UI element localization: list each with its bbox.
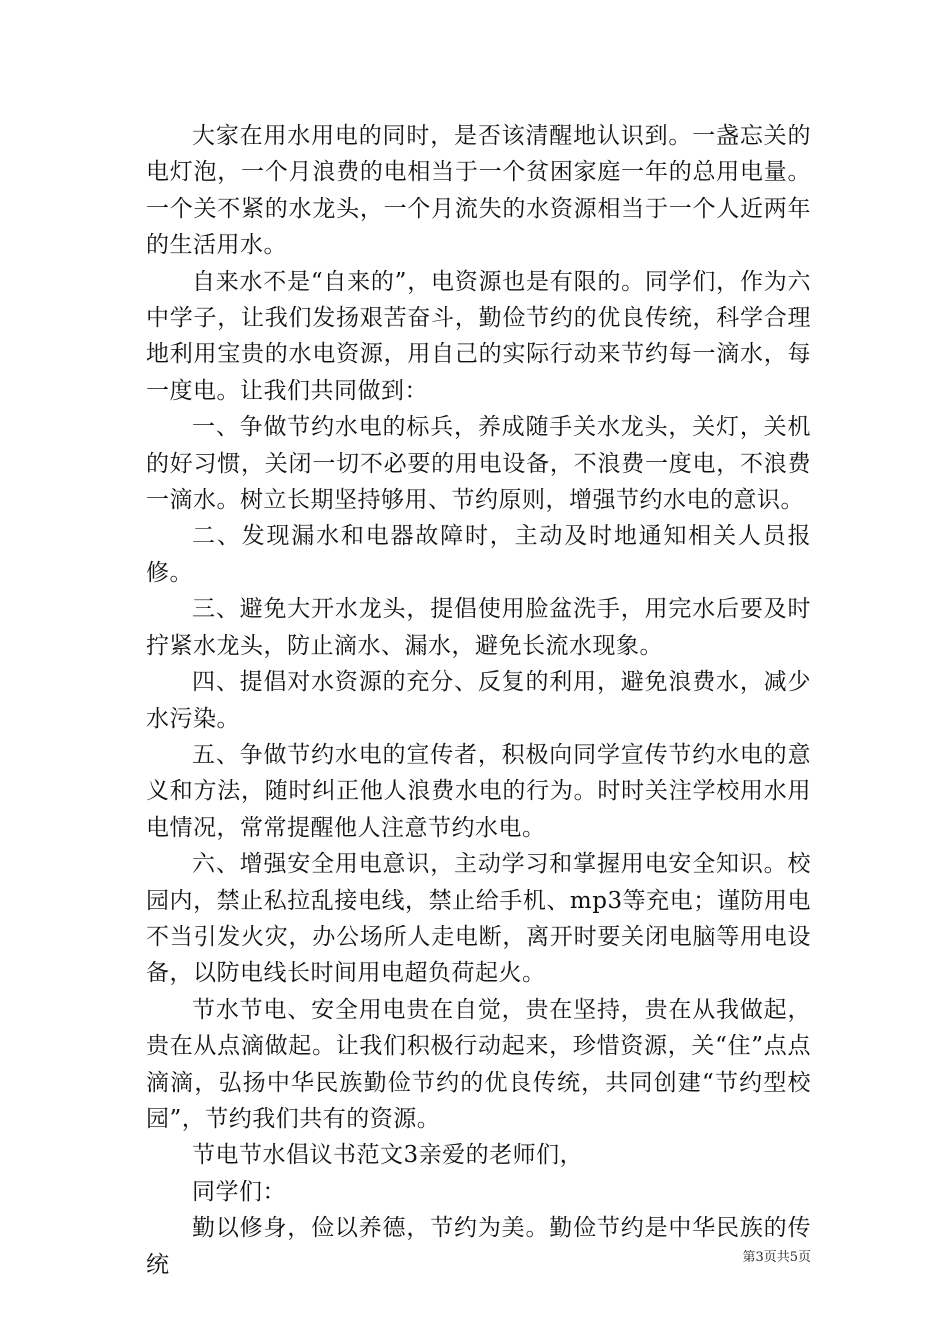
paragraph: 五、争做节约水电的宣传者，积极向同学宣传节约水电的意义和方法，随时纠正他人浪费水电的行为。时时关注学校用水用电情况，常常提醒他人注意节约水电。 [146, 741, 811, 841]
paragraph: 二、发现漏水和电器故障时，主动及时地通知相关人员报修。 [146, 523, 811, 586]
page-number: 第3页共5页 [742, 1250, 811, 1265]
paragraph: 节电节水倡议书范文3亲爱的老师们， [192, 1142, 584, 1169]
paragraph: 节水节电、安全用电贵在自觉，贵在坚持，贵在从我做起，贵在从点滴做起。让我们积极行动起来，珍惜资源，关“住”点点滴滴，弘扬中华民族勤俭节约的优良传统，共同创建“节约型校园”，节约我们共有的资源。 [146, 996, 811, 1132]
paragraph: 同学们： [192, 1178, 286, 1205]
paragraph: 大家在用水用电的同时，是否该清醒地认识到。一盏忘关的电灯泡，一个月浪费的电相当于一个贫困家庭一年的总用电量。一个关不紧的水龙头，一个月流失的水资源相当于一个人近两年的生活用水。 [146, 123, 811, 259]
paragraph: 自来水不是“自来的”，电资源也是有限的。同学们，作为六中学子，让我们发扬艰苦奋斗，勤俭节约的优良传统，科学合理地利用宝贵的水电资源，用自己的实际行动来节约每一滴水，每一度电。让我们共同做到： [146, 268, 811, 404]
paragraph: 勤以修身，俭以养德，节约为美。勤俭节约是中华民族的传统 [146, 1215, 811, 1278]
paragraph: 一、争做节约水电的标兵，养成随手关水龙头，关灯，关机的好习惯，关闭一切不必要的用电设备，不浪费一度电，不浪费一滴水。树立长期坚持够用、节约原则，增强节约水电的意识。 [146, 414, 811, 514]
paragraph: 六、增强安全用电意识，主动学习和掌握用电安全知识。校园内，禁止私拉乱接电线，禁止给手机、mp3等充电；谨防用电不当引发火灾，办公场所人走电断，离开时要关闭电脑等用电设备，以防电线长时间用电超负荷起火。 [146, 851, 811, 987]
paragraph: 三、避免大开水龙头，提倡使用脸盆洗手，用完水后要及时拧紧水龙头，防止滴水、漏水，避免长流水现象。 [146, 596, 811, 659]
document-body [146, 118, 811, 1283]
paragraph: 四、提倡对水资源的充分、反复的利用，避免浪费水，减少水污染。 [146, 669, 811, 732]
